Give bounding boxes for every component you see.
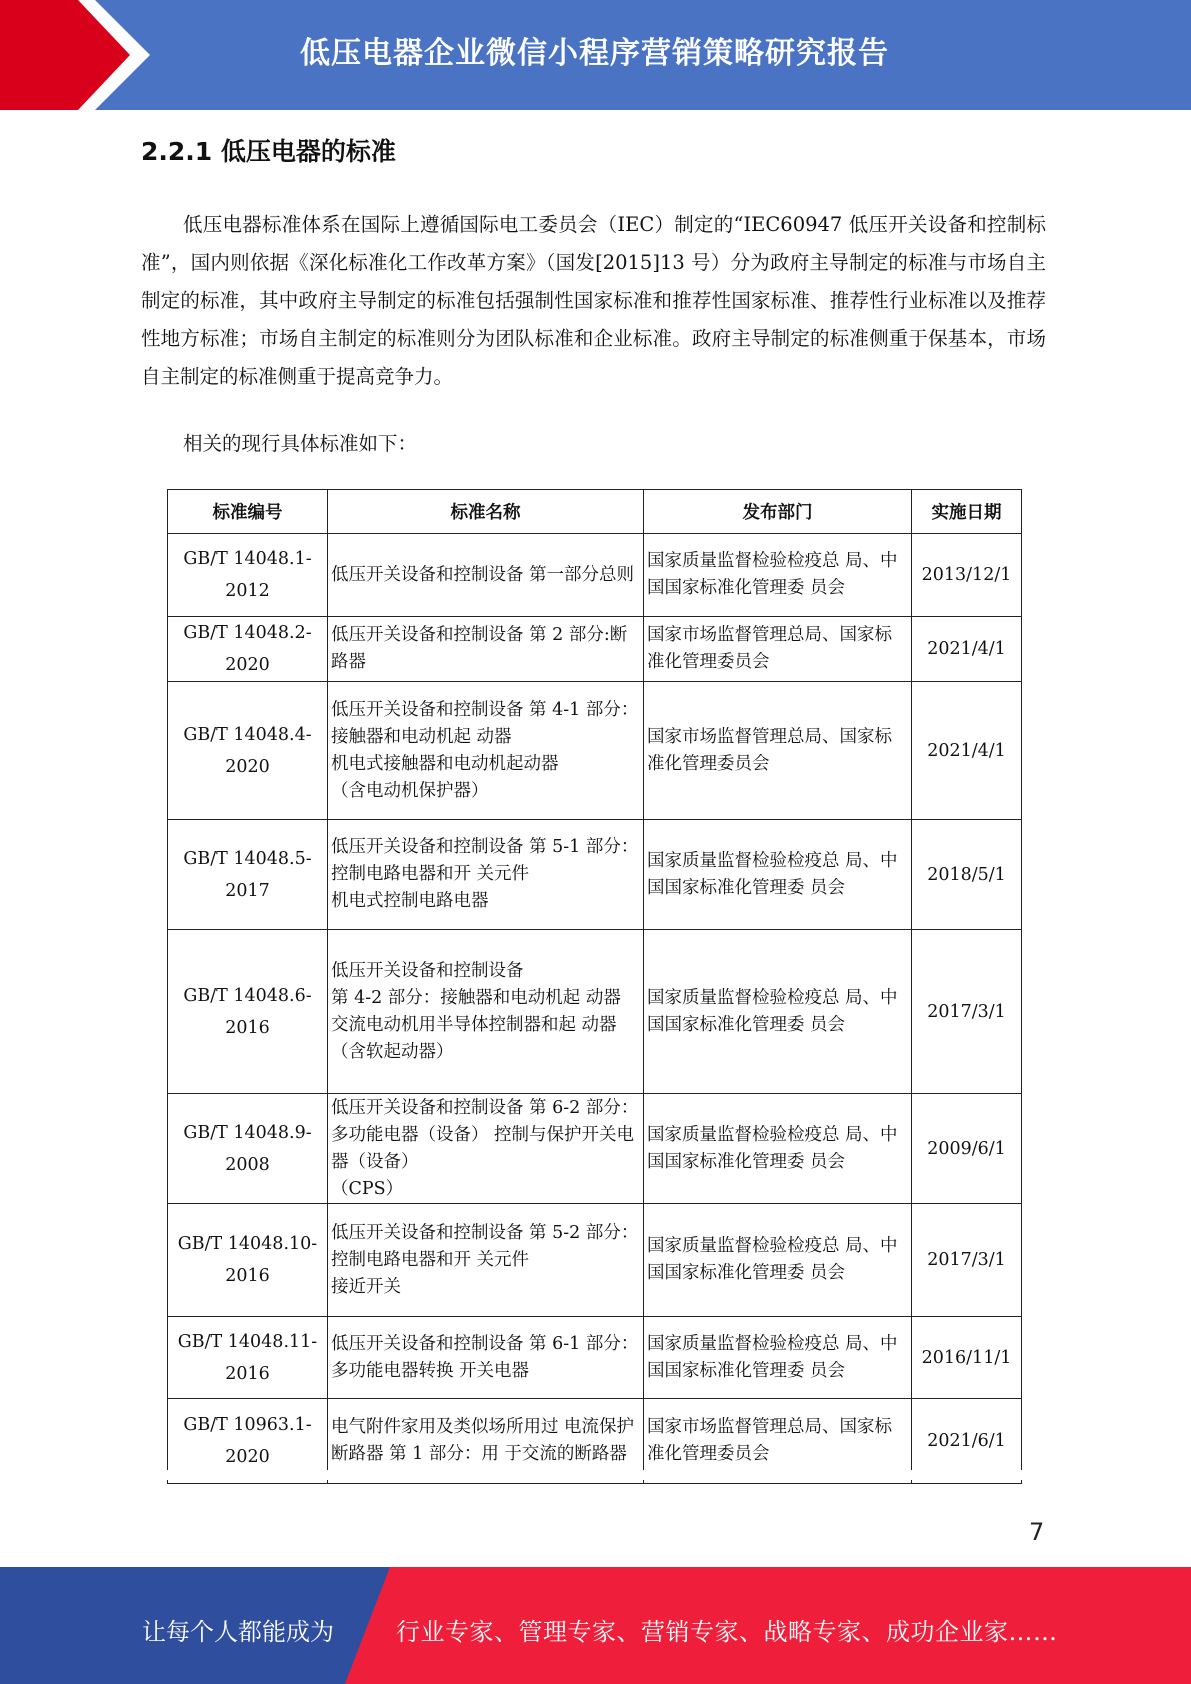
cell-name: 低压开关设备和控制设备 第 2 部分:断路器 xyxy=(328,617,644,682)
table-row xyxy=(168,534,1022,617)
cell-name: 低压开关设备和控制设备 第 6-2 部分：多功能电器（设备） 控制与保护开关电器（设备） （CPS） xyxy=(328,1094,644,1204)
table-row xyxy=(168,1204,1022,1317)
cell-date: 2021/6/1 xyxy=(912,1399,1022,1484)
cell-date: 2009/6/1 xyxy=(912,1094,1022,1204)
cell-date: 2021/4/1 xyxy=(912,617,1022,682)
table-header-row xyxy=(168,490,1022,534)
col-header-date: 实施日期 xyxy=(912,490,1022,534)
page-number: 7 xyxy=(1029,1518,1045,1546)
table-row xyxy=(168,1094,1022,1204)
col-header-code: 标准编号 xyxy=(168,490,328,534)
cell-name: 低压开关设备和控制设备 第 5-2 部分：控制电路电器和开 关元件 接近开关 xyxy=(328,1204,644,1317)
cell-date: 2016/11/1 xyxy=(912,1317,1022,1399)
cell-date: 2013/12/1 xyxy=(912,534,1022,617)
cell-code: GB/T 14048.1-2012 xyxy=(168,534,328,617)
table-row xyxy=(168,820,1022,930)
footer-slogan-right: 行业专家、管理专家、营销专家、战略专家、成功企业家…… xyxy=(396,1618,1058,1646)
cell-date: 2017/3/1 xyxy=(912,930,1022,1094)
cell-code: GB/T 14048.2-2020 xyxy=(168,617,328,682)
standards-table xyxy=(167,489,1022,1484)
cell-name: 低压开关设备和控制设备 第 4-2 部分：接触器和电动机起 动器 交流电动机用半导体控制器和起 动器 （含软起动器） xyxy=(328,930,644,1094)
cell-name: 低压开关设备和控制设备 第 4-1 部分：接触器和电动机起 动器 机电式接触器和电动机起动器 （含电动机保护器） xyxy=(328,682,644,820)
table-row xyxy=(168,682,1022,820)
cell-dept: 国家质量监督检验检疫总 局、中国国家标准化管理委 员会 xyxy=(644,1094,912,1204)
cell-name: 低压开关设备和控制设备 第 6-1 部分：多功能电器转换 开关电器 xyxy=(328,1317,644,1399)
section-heading: 2.2.1 低压电器的标准 xyxy=(141,137,396,166)
cell-code: GB/T 10963.1-2020 xyxy=(168,1399,328,1484)
cell-date: 2017/3/1 xyxy=(912,1204,1022,1317)
col-header-name: 标准名称 xyxy=(328,490,644,534)
cell-dept: 国家市场监督管理总局、国家标准化管理委员会 xyxy=(644,617,912,682)
footer-banner xyxy=(0,1567,1191,1684)
cell-name: 低压开关设备和控制设备 第一部分总则 xyxy=(328,534,644,617)
table-continuation-mask xyxy=(160,1470,1030,1480)
cell-code: GB/T 14048.4-2020 xyxy=(168,682,328,820)
table-intro: 相关的现行具体标准如下： xyxy=(183,432,418,455)
table-row xyxy=(168,617,1022,682)
cell-name: 低压开关设备和控制设备 第 5-1 部分：控制电路电器和开 关元件 机电式控制电路电器 xyxy=(328,820,644,930)
cell-date: 2021/4/1 xyxy=(912,682,1022,820)
col-header-dept: 发布部门 xyxy=(644,490,912,534)
cell-dept: 国家市场监督管理总局、国家标准化管理委员会 xyxy=(644,682,912,820)
cell-code: GB/T 14048.9-2008 xyxy=(168,1094,328,1204)
cell-dept: 国家质量监督检验检疫总 局、中国国家标准化管理委 员会 xyxy=(644,534,912,617)
footer-slogan-left: 让每个人都能成为 xyxy=(142,1618,334,1646)
cell-code: GB/T 14048.6-2016 xyxy=(168,930,328,1094)
table-row xyxy=(168,1317,1022,1399)
header-red-arrow xyxy=(0,0,150,110)
header-banner xyxy=(0,0,1191,110)
body-paragraph: 低压电器标准体系在国际上遵循国际电工委员会（IEC）制定的“IEC60947 低压开关设备和控制标准”，国内则依据《深化标准化工作改革方案》（国发[2015]13 号）分为政府主导制定的标准与市场自主制定的标准，其中政府主导制定的标准包括强制性国家标准和推荐性国家标准、推荐性行业标准以及推荐性地方标准；市场自主制定的标准则分为团队标准和企业标准。政府主导制定的标准侧重于保基本，市场自主制定的标准侧重于提高竞争力。 xyxy=(141,213,1046,388)
cell-code: GB/T 14048.10-2016 xyxy=(168,1204,328,1317)
header-title: 低压电器企业微信小程序营销策略研究报告 xyxy=(300,36,889,71)
cell-dept: 国家市场监督管理总局、国家标准化管理委员会 xyxy=(644,1399,912,1484)
cell-code: GB/T 14048.5-2017 xyxy=(168,820,328,930)
cell-dept: 国家质量监督检验检疫总 局、中国国家标准化管理委 员会 xyxy=(644,930,912,1094)
cell-code: GB/T 14048.11-2016 xyxy=(168,1317,328,1399)
cell-name: 电气附件家用及类似场所用过 电流保护断路器 第 1 部分：用 于交流的断路器 xyxy=(328,1399,644,1484)
cell-date: 2018/5/1 xyxy=(912,820,1022,930)
cell-dept: 国家质量监督检验检疫总 局、中国国家标准化管理委 员会 xyxy=(644,1317,912,1399)
cell-dept: 国家质量监督检验检疫总 局、中国国家标准化管理委 员会 xyxy=(644,1204,912,1317)
table-row xyxy=(168,930,1022,1094)
cell-dept: 国家质量监督检验检疫总 局、中国国家标准化管理委 员会 xyxy=(644,820,912,930)
